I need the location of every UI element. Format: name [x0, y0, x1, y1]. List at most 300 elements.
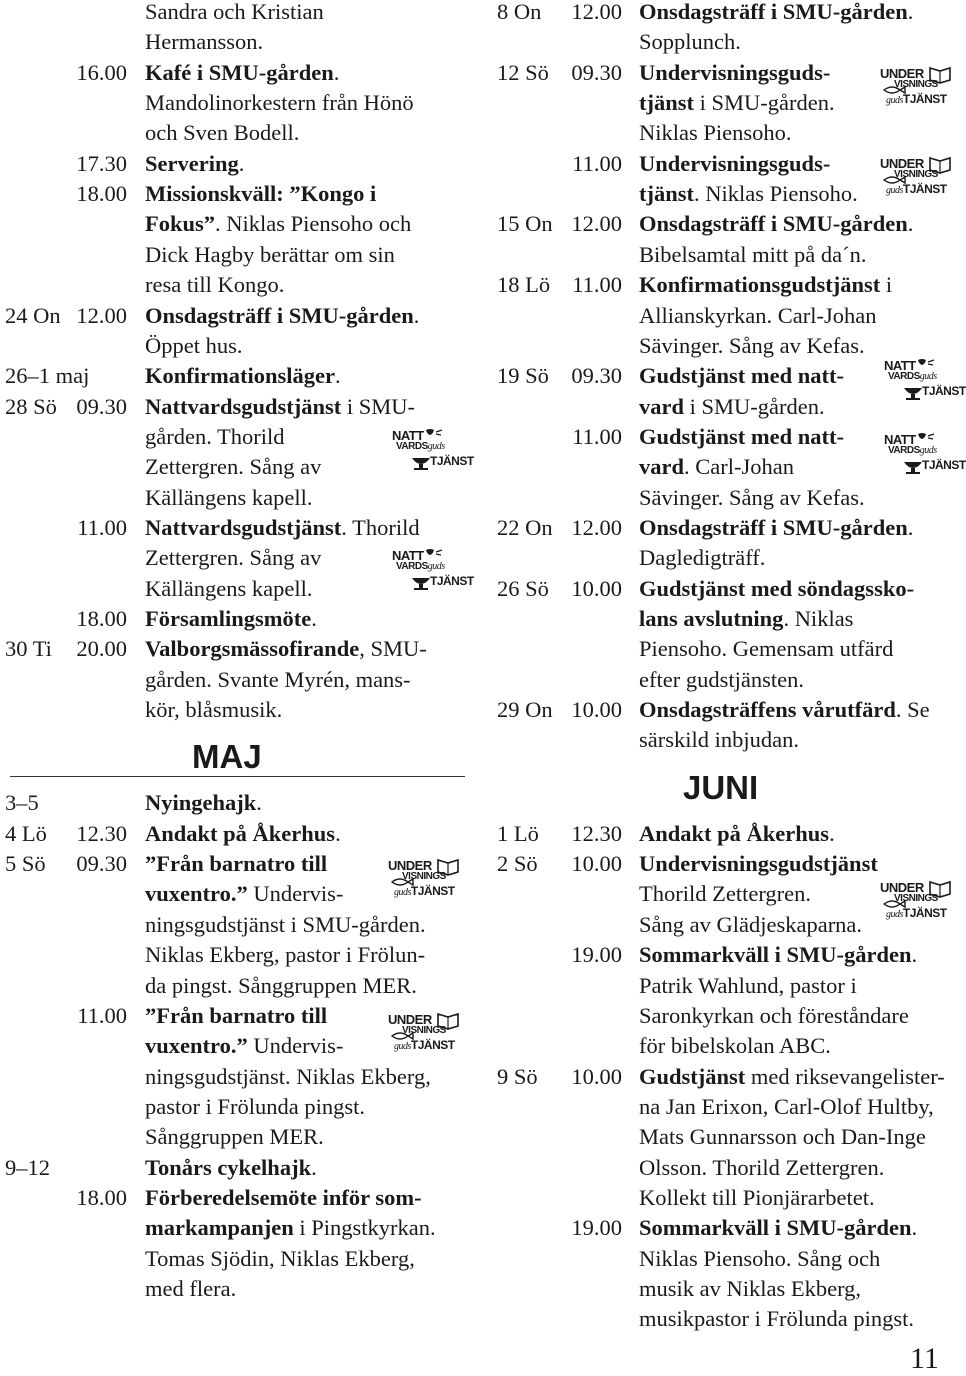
undervisning-logo-icon: UNDER VISNINGS gudsTJÄNST: [880, 880, 956, 924]
text-regular: Sävinger. Sång av Kefas.: [639, 332, 865, 358]
text-regular: .: [238, 150, 245, 176]
text-regular: Olsson. Thorild Zettergren.: [639, 1154, 885, 1180]
schedule-row: [485, 118, 960, 148]
text-regular: Sävinger. Sång av Kefas.: [639, 484, 865, 510]
row-text: [145, 1213, 436, 1243]
row-time: 09.30: [571, 59, 622, 85]
text-bold: Onsdagsträff i SMU-gården: [639, 211, 908, 237]
text-regular: Hermansson.: [145, 29, 264, 55]
row-text: [639, 1001, 909, 1031]
row-text: [145, 88, 414, 118]
schedule-row: [485, 331, 960, 361]
schedule-row: [485, 1153, 960, 1183]
schedule-row: [485, 1244, 960, 1274]
text-bold: vard: [639, 393, 684, 419]
row-text: [145, 543, 321, 573]
text-bold: Undervisningsguds-: [639, 59, 831, 85]
row-text: [145, 910, 426, 940]
row-time: 09.30: [76, 851, 127, 877]
row-time: 12.30: [571, 820, 622, 846]
text-bold: tjänst: [639, 90, 694, 116]
row-text: [639, 452, 794, 482]
row-date: 4 Lö: [5, 820, 47, 846]
row-text: [639, 543, 765, 573]
row-text: [145, 819, 341, 849]
row-time: 19.00: [571, 942, 622, 968]
row-text: [639, 910, 862, 940]
schedule-row: [0, 361, 470, 391]
row-time: 16.00: [76, 59, 127, 85]
row-text: [145, 665, 411, 695]
schedule-row: [485, 1031, 960, 1061]
text-bold: Sommarkväll i SMU-gården: [639, 942, 912, 968]
row-text: [145, 634, 427, 664]
schedule-row: [485, 1304, 960, 1334]
row-text: [639, 634, 893, 664]
text-regular: . Carl-Johan: [684, 454, 794, 480]
text-regular: Patrik Wahlund, pastor i: [639, 972, 857, 998]
row-time: 10.00: [571, 1063, 622, 1089]
text-bold: Andakt på Åkerhus: [145, 820, 336, 846]
schedule-row: [0, 1092, 470, 1122]
row-date: 2 Sö: [497, 851, 538, 877]
text-regular: i SMU-gården.: [694, 90, 835, 116]
schedule-row: [0, 788, 470, 818]
row-text: [639, 240, 866, 270]
schedule-row: [485, 1274, 960, 1304]
text-regular: .: [829, 820, 835, 846]
row-text: [145, 270, 284, 300]
row-text: [639, 665, 804, 695]
row-time: 11.00: [572, 423, 622, 449]
row-time: 12.00: [571, 514, 622, 540]
row-text: [145, 118, 299, 148]
text-bold: Servering: [145, 150, 239, 176]
row-text: [145, 301, 419, 331]
row-text: [639, 849, 878, 879]
schedule-row: [485, 695, 960, 725]
row-text: [145, 361, 341, 391]
row-text: [639, 1244, 880, 1274]
schedule-row: [0, 1244, 470, 1274]
undervisning-logo-icon: UNDER VISNINGS gudsTJÄNST: [880, 66, 956, 110]
row-text: [639, 1122, 926, 1152]
row-text: [639, 1031, 831, 1061]
row-time: 18.00: [76, 1184, 127, 1210]
text-regular: Sandra och Kristian: [145, 0, 324, 24]
row-time: 12.00: [571, 0, 622, 24]
text-regular: .: [256, 790, 262, 816]
undervisning-logo-icon: UNDER VISNINGS gudsTJÄNST: [388, 1012, 464, 1056]
row-time: 17.30: [76, 150, 127, 176]
text-regular: Mandolinorkestern från Hönö: [145, 90, 414, 116]
text-regular: Öppet hus.: [145, 332, 243, 358]
row-text: [639, 331, 865, 361]
row-text: [145, 27, 263, 57]
schedule-row: [485, 1183, 960, 1213]
schedule-row: [485, 209, 960, 239]
schedule-row: [0, 209, 470, 239]
text-regular: Thorild Zettergren.: [639, 881, 812, 907]
row-text: [639, 0, 913, 27]
schedule-row: [0, 1122, 470, 1152]
row-text: [639, 1062, 945, 1092]
text-bold: Tonårs cykelhajk: [145, 1154, 312, 1180]
text-regular: Bibelsamtal mitt på da´n.: [639, 241, 867, 267]
schedule-row: [485, 604, 960, 634]
text-regular: och Sven Bodell.: [145, 120, 300, 146]
text-bold: vuxentro.”: [145, 1033, 248, 1059]
text-regular: musikpastor i Frölunda pingst.: [639, 1306, 914, 1332]
undervisning-logo-icon: UNDER VISNINGS gudsTJÄNST: [880, 156, 956, 200]
text-regular: Undervis-: [247, 881, 344, 907]
row-time: 11.00: [77, 1002, 127, 1028]
text-regular: musik av Niklas Ekberg,: [639, 1276, 862, 1301]
row-text: [145, 331, 243, 361]
text-regular: da pingst. Sånggruppen MER.: [145, 972, 417, 998]
text-bold: tjänst: [639, 181, 694, 207]
row-text: [639, 971, 857, 1001]
row-text: [639, 422, 844, 452]
schedule-row: [0, 149, 470, 179]
text-regular: Piensoho. Gemensam utfärd: [639, 636, 894, 662]
heading-juni: JUNI: [683, 769, 759, 806]
schedule-row: [485, 301, 960, 331]
row-text: [145, 940, 425, 970]
schedule-row: [485, 725, 960, 755]
schedule-row: [0, 1213, 470, 1243]
row-time: 09.30: [571, 363, 622, 389]
row-date: 26–1 maj: [5, 363, 90, 389]
row-text: [639, 695, 930, 725]
nattvard-logo-icon: NATT VARDSguds TJÄNST: [884, 358, 960, 402]
text-regular: Niklas Piensoho. Sång och: [639, 1245, 881, 1271]
row-text: [145, 1183, 422, 1213]
undervisning-logo-icon: UNDER VISNINGS gudsTJÄNST: [388, 858, 464, 902]
row-text: [639, 58, 830, 88]
text-regular: .: [413, 302, 420, 328]
schedule-row: [0, 118, 470, 148]
text-regular: . Niklas Piensoho och: [215, 211, 412, 237]
schedule-row: [0, 971, 470, 1001]
schedule-row: [485, 0, 960, 27]
row-time: 11.00: [572, 272, 622, 298]
text-bold: Konfirmationsläger: [145, 363, 335, 389]
row-time: 11.00: [77, 514, 127, 540]
text-regular: för bibelskolan ABC.: [639, 1033, 831, 1059]
row-text: [639, 149, 830, 179]
schedule-row: [485, 971, 960, 1001]
text-bold: Fokus”: [145, 211, 216, 237]
row-text: [145, 1244, 415, 1274]
row-date: 18 Lö: [497, 272, 551, 298]
text-regular: .: [311, 606, 317, 631]
heading-maj: MAJ: [192, 738, 262, 775]
text-regular: Sånggruppen MER.: [145, 1124, 324, 1150]
text-regular: , SMU-: [359, 636, 427, 662]
nattvard-logo-icon: NATT VARDSguds TJÄNST: [392, 428, 468, 472]
row-date: 24 On: [5, 302, 61, 328]
row-text: [145, 788, 262, 818]
row-text: [145, 422, 285, 452]
row-time: 10.00: [571, 697, 622, 723]
text-bold: vard: [639, 454, 684, 480]
row-text: [639, 879, 811, 909]
row-text: [639, 513, 913, 543]
row-date: 29 On: [497, 697, 553, 723]
text-bold: Gudstjänst med söndagssko-: [639, 575, 915, 601]
text-bold: Gudstjänst med natt-: [639, 423, 845, 449]
schedule-row: [485, 483, 960, 513]
text-regular: med flera.: [145, 1276, 237, 1301]
row-date: 9–12: [5, 1154, 50, 1180]
text-regular: Sopplunch.: [639, 29, 741, 55]
text-bold: Gudstjänst med natt-: [639, 363, 845, 389]
text-regular: Niklas Ekberg, pastor i Frölun-: [145, 942, 426, 968]
text-regular: Niklas Piensoho.: [639, 120, 792, 146]
text-bold: Nattvardsgudstjänst: [145, 514, 342, 540]
text-regular: Undervis-: [247, 1033, 344, 1059]
row-date: 12 Sö: [497, 59, 549, 85]
row-text: [639, 1304, 914, 1334]
row-text: [145, 452, 321, 482]
text-bold: Andakt på Åkerhus: [639, 820, 830, 846]
row-text: [145, 604, 317, 634]
nattvard-logo-icon: NATT VARDSguds TJÄNST: [392, 548, 468, 592]
row-text: [639, 1092, 934, 1122]
schedule-row: [0, 179, 470, 209]
text-bold: Nyingehajk: [145, 790, 257, 816]
text-regular: resa till Kongo.: [145, 272, 285, 298]
schedule-row: [0, 634, 470, 664]
schedule-row: [0, 1274, 470, 1304]
text-regular: .: [907, 211, 914, 237]
row-time: 20.00: [76, 636, 127, 662]
text-bold: vuxentro.”: [145, 881, 248, 907]
row-text: [639, 209, 913, 239]
row-date: 19 Sö: [497, 363, 549, 389]
row-text: [639, 604, 853, 634]
schedule-row: [485, 543, 960, 573]
row-text: [639, 483, 865, 513]
schedule-row: [485, 849, 960, 879]
row-text: [145, 392, 415, 422]
text-bold: Konfirmationsgudstjänst: [639, 272, 881, 298]
text-regular: i: [880, 272, 893, 298]
row-text: [145, 483, 312, 513]
schedule-row: [0, 27, 470, 57]
row-time: 12.30: [76, 820, 127, 846]
schedule-row: [0, 665, 470, 695]
text-bold: Nattvardsgudstjänst: [145, 393, 342, 419]
text-regular: na Jan Erixon, Carl-Olof Hultby,: [639, 1093, 934, 1119]
row-date: 9 Sö: [497, 1063, 538, 1089]
row-text: [639, 392, 825, 422]
schedule-row: [0, 695, 470, 725]
text-regular: .: [334, 363, 341, 389]
schedule-row: [0, 940, 470, 970]
text-regular: . Se: [895, 697, 930, 723]
text-regular: i Pingstkyrkan.: [293, 1215, 436, 1241]
text-regular: Källängens kapell.: [145, 484, 313, 510]
text-regular: . Niklas Piensoho.: [694, 181, 858, 207]
text-regular: Zettergren. Sång av: [145, 545, 322, 571]
schedule-row: [485, 270, 960, 300]
row-time: 12.00: [76, 302, 127, 328]
text-regular: med riksevangelister-: [745, 1063, 945, 1089]
row-text: [639, 301, 876, 331]
row-text: [145, 179, 376, 209]
row-text: [145, 1031, 343, 1061]
text-regular: .: [911, 942, 918, 968]
schedule-row: [0, 392, 470, 422]
row-text: [145, 513, 420, 543]
row-date: 8 On: [497, 0, 542, 24]
text-regular: efter gudstjänsten.: [639, 666, 804, 692]
text-regular: Mats Gunnarsson och Dan-Inge: [639, 1124, 926, 1150]
text-regular: Zettergren. Sång av: [145, 454, 322, 480]
schedule-row: [485, 1092, 960, 1122]
text-regular: .: [333, 59, 340, 85]
row-date: 5 Sö: [5, 851, 46, 877]
text-bold: Församlingsmöte: [145, 606, 312, 631]
row-text: [145, 0, 324, 27]
text-regular: kör, blåsmusik.: [145, 697, 283, 723]
schedule-row: [0, 88, 470, 118]
row-text: [639, 27, 741, 57]
schedule-row: [0, 58, 470, 88]
schedule-row: [0, 1062, 470, 1092]
row-time: 18.00: [76, 181, 127, 207]
row-text: [145, 879, 343, 909]
text-regular: Dick Hagby berättar om sin: [145, 241, 395, 267]
row-text: [639, 574, 914, 604]
text-regular: Saronkyrkan och föreståndare: [639, 1002, 909, 1028]
text-bold: Undervisningsgudstjänst: [639, 851, 878, 877]
row-text: [145, 1092, 365, 1122]
text-bold: Onsdagsträff i SMU-gården: [639, 514, 908, 540]
text-bold: Missionskväll: ”Kongo i: [145, 181, 377, 207]
text-regular: . Thorild: [341, 514, 420, 540]
row-text: [639, 940, 917, 970]
schedule-row: [0, 301, 470, 331]
text-regular: i SMU-gården.: [684, 393, 825, 419]
text-bold: Undervisningsguds-: [639, 150, 831, 176]
row-text: [639, 1183, 875, 1213]
schedule-row: [0, 0, 470, 27]
text-regular: Tomas Sjödin, Niklas Ekberg,: [145, 1245, 415, 1271]
text-bold: Onsdagsträff i SMU-gården: [145, 302, 414, 328]
text-bold: Gudstjänst: [639, 1063, 746, 1089]
text-regular: ningsgudstjänst i SMU-gården.: [145, 911, 426, 937]
row-text: [639, 1213, 917, 1243]
schedule-row: [0, 240, 470, 270]
schedule-row: [485, 240, 960, 270]
row-text: [639, 819, 835, 849]
text-regular: särskild inbjudan.: [639, 727, 799, 753]
row-text: [145, 1062, 431, 1092]
text-regular: . Niklas: [783, 606, 854, 631]
text-regular: ningsgudstjänst. Niklas Ekberg,: [145, 1063, 431, 1089]
text-bold: lans avslutning: [639, 606, 784, 631]
schedule-row: [485, 1213, 960, 1243]
schedule-row: [0, 604, 470, 634]
row-text: [145, 1001, 327, 1031]
row-text: [639, 88, 835, 118]
row-date: 30 Ti: [5, 636, 52, 662]
text-bold: Valborgsmässofirande: [145, 636, 360, 662]
row-text: [639, 118, 792, 148]
text-regular: pastor i Frölunda pingst.: [145, 1093, 365, 1119]
row-date: 26 Sö: [497, 575, 549, 601]
text-regular: i SMU-: [341, 393, 416, 419]
row-time: 10.00: [571, 851, 622, 877]
row-text: [145, 971, 417, 1001]
schedule-row: [485, 665, 960, 695]
row-text: [145, 240, 395, 270]
page-number: 11: [910, 1342, 939, 1375]
row-date: 15 On: [497, 211, 553, 237]
row-text: [145, 695, 282, 725]
schedule-row: [485, 1122, 960, 1152]
row-text: [639, 270, 892, 300]
schedule-row: [485, 1001, 960, 1031]
text-bold: Onsdagsträff i SMU-gården: [639, 0, 908, 24]
divider-maj: [10, 776, 465, 777]
text-regular: gården. Thorild: [145, 423, 285, 449]
text-bold: markampanjen: [145, 1215, 294, 1241]
text-regular: Sång av Glädjeskaparna.: [639, 911, 863, 937]
row-time: 12.00: [571, 211, 622, 237]
row-text: [639, 1274, 861, 1304]
row-text: [145, 849, 327, 879]
schedule-row: [485, 940, 960, 970]
text-regular: Allianskyrkan. Carl-Johan: [639, 302, 877, 328]
text-regular: .: [907, 0, 914, 24]
text-regular: .: [907, 514, 914, 540]
row-date: 3–5: [5, 790, 39, 816]
schedule-row: [485, 513, 960, 543]
row-text: [639, 725, 799, 755]
row-text: [639, 1153, 884, 1183]
schedule-row: [485, 1062, 960, 1092]
row-date: 22 On: [497, 514, 553, 540]
schedule-row: [0, 1153, 470, 1183]
text-bold: Förberedelsemöte inför som-: [145, 1184, 422, 1210]
row-time: 09.30: [76, 393, 127, 419]
schedule-row: [485, 574, 960, 604]
row-time: 19.00: [571, 1215, 622, 1241]
text-regular: Källängens kapell.: [145, 575, 313, 601]
row-date: 1 Lö: [497, 820, 539, 846]
schedule-row: [0, 1183, 470, 1213]
row-text: [639, 361, 844, 391]
schedule-row: [0, 331, 470, 361]
row-time: 18.00: [76, 606, 127, 631]
row-text: [145, 1122, 324, 1152]
row-text: [145, 209, 411, 239]
text-regular: .: [911, 1215, 918, 1241]
schedule-row: [0, 910, 470, 940]
row-text: [639, 179, 858, 209]
schedule-row: [485, 819, 960, 849]
text-regular: gården. Svante Myrén, mans-: [145, 666, 411, 692]
text-bold: Onsdagsträffens vårutfärd: [639, 697, 896, 723]
row-text: [145, 58, 339, 88]
row-time: 10.00: [571, 575, 622, 601]
row-date: 28 Sö: [5, 393, 57, 419]
schedule-row: [485, 634, 960, 664]
